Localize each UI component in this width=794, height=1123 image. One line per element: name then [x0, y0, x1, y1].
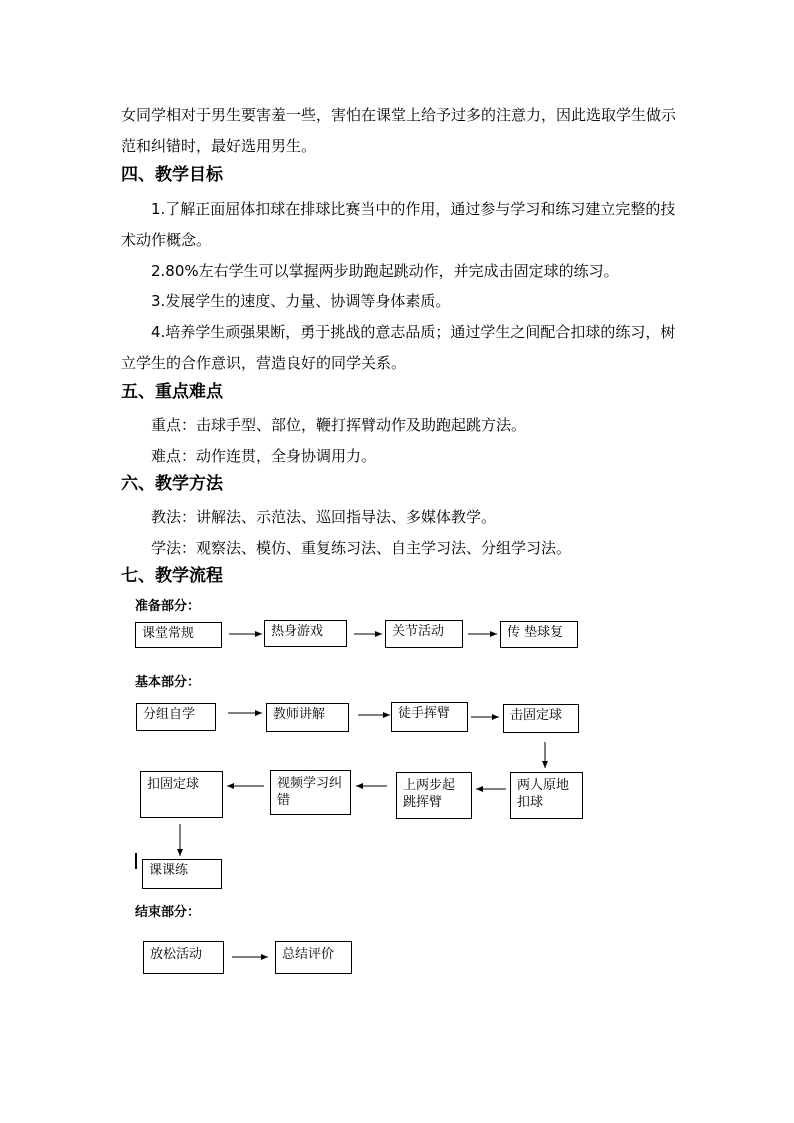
heading-key-points: 五、重点难点 — [121, 382, 223, 402]
basic-label: 基本部分： — [135, 675, 201, 690]
flow-box-pass-review: 传 垫球复 — [500, 621, 578, 648]
flow-box-class-routine: 课堂常规 — [135, 622, 222, 648]
intro-paragraph: 女同学相对于男生要害羞一些，害怕在课堂上给予过多的注意力，因此选取学生做示范和纠错时，最好选用男生。 — [121, 106, 677, 155]
heading-teaching-methods: 六、教学方法 — [121, 474, 223, 494]
teaching-method-text: 教法：讲解法、示范法、巡回指导法、多媒体教学。 — [151, 508, 497, 526]
flow-box-video-correction: 视频学习纠错 — [270, 770, 351, 815]
flow-box-group-self-study: 分组自学 — [136, 703, 216, 731]
heading-teaching-goals: 四、教学目标 — [121, 165, 223, 185]
flow-box-teacher-explain: 教师讲解 — [266, 703, 349, 732]
goal-item-1: 1.了解正面屈体扣球在排球比赛当中的作用，通过参与学习和练习建立完整的技术动作概念。 — [121, 200, 676, 249]
flow-box-warmup-game: 热身游戏 — [264, 620, 347, 647]
flow-box-relax: 放松活动 — [143, 941, 224, 974]
learning-method-text: 学法：观察法、模仿、重复练习法、自主学习法、分组学习法。 — [151, 539, 572, 557]
end-label: 结束部分： — [135, 905, 201, 920]
heading-teaching-process: 七、教学流程 — [121, 566, 223, 586]
flow-box-two-step-jump: 上两步起跳挥臂 — [396, 772, 472, 819]
goal-item-2: 2.80%左右学生可以掌握两步助跑起跳动作，并完成击固定球的练习。 — [151, 262, 619, 280]
goal-item-3: 3.发展学生的速度、力量、协调等身体素质。 — [151, 292, 451, 310]
difficulty-text: 难点：动作连贯，全身协调用力。 — [151, 447, 377, 465]
flow-box-pair-spike: 两人原地扣球 — [510, 772, 583, 819]
goal-item-4: 4.培养学生顽强果断，勇于挑战的意志品质；通过学生之间配合扣球的练习，树立学生的合作意识，营造良好的同学关系。 — [121, 323, 676, 372]
flow-box-spike-fixed-ball: 扣固定球 — [140, 771, 223, 818]
flow-box-summary: 总结评价 — [275, 941, 352, 974]
text-cursor — [135, 853, 137, 869]
flow-box-practice: 课课练 — [142, 859, 222, 889]
flow-box-joint-activity: 关节活动 — [385, 620, 463, 648]
flow-box-hit-fixed-ball: 击固定球 — [503, 704, 579, 733]
key-point-text: 重点：击球手型、部位，鞭打挥臂动作及助跑起跳方法。 — [151, 416, 527, 434]
prep-label: 准备部分： — [135, 599, 201, 614]
flow-box-arm-swing: 徒手挥臂 — [391, 702, 468, 732]
